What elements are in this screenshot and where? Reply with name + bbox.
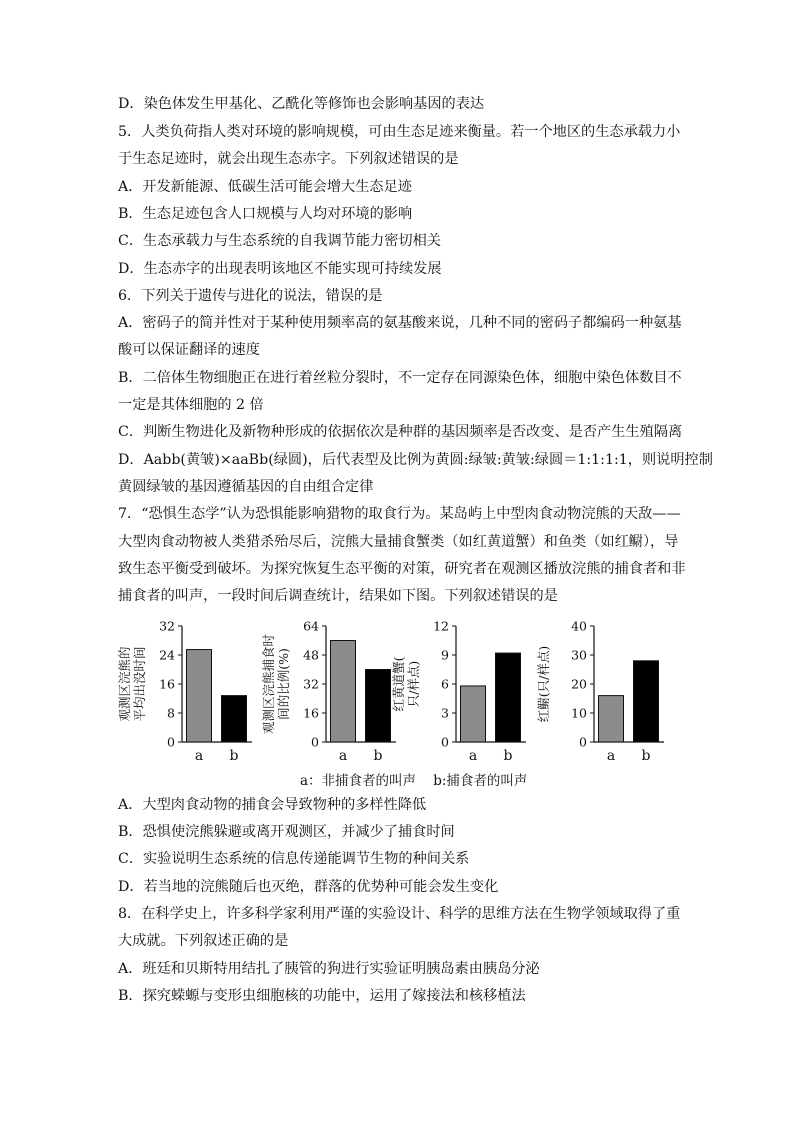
y-tick-label: 20 [571,676,587,692]
text-line: 一定是其体细胞的 2 倍 [118,397,264,413]
bar-chart-feeding-ratio [261,612,408,772]
text-line: C．实验说明生态系统的信息传递能调节生物的种间关系 [118,851,470,867]
text-line: D．Aabb(黄皱)×aaBb(绿圆)，后代表型及比例为黄圆:绿皱:黄皱:绿圆＝1:1:1:1，则说明控制 [118,452,713,468]
y-axis-label: 观测区浣熊捕食时 [261,633,276,735]
x-tick-label: a [606,748,616,764]
bar-chart-sighting-time [118,612,258,772]
x-tick-label: b [229,748,239,764]
y-tick-label: 48 [303,647,319,663]
bar-chart-crab-count [391,612,548,772]
x-tick-label: a [468,748,478,764]
bar-b [222,696,247,742]
text-line: A．开发新能源、低碳生活可能会增大生态足迹 [118,179,412,195]
text-line: 大型肉食动物被人类猎杀殆尽后，浣熊大量捕食蟹类（如红黄道蟹）和鱼类（如红鳚），导 [118,534,679,550]
y-axis-label: 间的比例(%) [276,648,291,720]
y-tick-label: 0 [167,734,175,750]
y-tick-label: 24 [159,647,175,663]
y-axis-label: 观测区浣熊的 [117,646,132,722]
bar-b [634,661,659,742]
text-line: 于生态足迹时，就会出现生态赤字。下列叙述错误的是 [118,151,459,167]
y-tick-label: 64 [303,618,319,634]
text-line: 5．人类负荷指人类对环境的影响规模，可由生态足迹来衡量。若一个地区的生态承载力小 [118,124,681,140]
text-line: D．若当地的浣熊随后也灭绝，群落的优势种可能会发生变化 [118,879,499,895]
text-line: 酸可以保证翻译的速度 [118,342,260,358]
text-line: B．二倍体生物细胞正在进行着丝粒分裂时，不一定存在同源染色体，细胞中染色体数目不 [118,370,682,386]
text-line: 8．在科学史上，许多科学家利用严谨的实验设计、科学的思维方法在生物学领域取得了重 [118,906,681,922]
text-line: 大成就。下列叙述正确的是 [118,933,289,949]
y-tick-label: 32 [303,676,319,692]
figure-bar-charts [118,612,678,792]
x-tick-label: b [641,748,651,764]
text-line: A．密码子的简并性对于某种使用频率高的氨基酸来说，几种不同的密码子都编码一种氨基 [118,315,682,331]
y-tick-label: 32 [159,618,175,634]
y-tick-label: 0 [441,734,449,750]
y-tick-label: 30 [571,647,587,663]
text-line: A．班廷和贝斯特用结扎了胰管的狗进行实验证明胰岛素由胰岛分泌 [118,961,540,977]
y-tick-label: 8 [167,705,175,721]
bar-b [496,653,521,742]
bar-a [461,686,486,742]
x-tick-label: b [503,748,513,764]
bar-a [599,696,624,742]
y-tick-label: 0 [311,734,319,750]
text-line: 6．下列关于遗传与进化的说法，错误的是 [118,288,383,304]
y-tick-label: 16 [159,676,175,692]
y-tick-label: 0 [579,734,587,750]
y-tick-label: 6 [441,676,449,692]
text-line: B．生态足迹包含人口规模与人均对环境的影响 [118,206,413,222]
x-tick-label: a [194,748,204,764]
text-line: D．生态赤字的出现表明该地区不能实现可持续发展 [118,261,442,277]
text-line: A．大型肉食动物的捕食会导致物种的多样性降低 [118,797,427,813]
text-line: 黄圆绿皱的基因遵循基因的自由组合定律 [118,479,374,495]
text-line: 7．“恐惧生态学”认为恐惧能影响猎物的取食行为。某岛屿上中型肉食动物浣熊的天敌—— [118,506,681,522]
y-axis-label: 红鳚(只/样点) [536,645,551,723]
y-axis-label: 红黄道蟹( [391,656,406,712]
text-line: C．判断生物进化及新物种形成的依据依次是种群的基因频率是否改变、是否产生生殖隔离 [118,424,683,440]
y-tick-label: 3 [441,705,449,721]
y-tick-label: 9 [441,647,449,663]
bar-a [187,650,212,742]
text-line: 致生态平衡受到破坏。为探究恢复生态平衡的对策，研究者在观测区播放浣熊的捕食者和非 [118,561,686,577]
y-tick-label: 40 [571,618,587,634]
text-line: B．恐惧使浣熊躲避或离开观测区，并减少了捕食时间 [118,824,455,840]
bar-a [331,641,356,743]
bar-chart-fish-count [538,612,678,772]
y-tick-label: 12 [433,618,449,634]
x-tick-label: b [373,748,383,764]
x-tick-label: a [338,748,348,764]
y-tick-label: 16 [303,705,319,721]
text-line: C．生态承载力与生态系统的自我调节能力密切相关 [118,233,441,249]
chart-caption: a：非捕食者的叫声 b:捕食者的叫声 [300,773,528,789]
bar-b [366,670,391,743]
text-line: 捕食者的叫声，一段时间后调查统计，结果如下图。下列叙述错误的是 [118,588,558,604]
y-axis-label: 只/样点) [406,660,421,708]
y-axis-label: 平均出没时间 [132,646,147,722]
y-tick-label: 10 [571,705,587,721]
text-line: D．染色体发生甲基化、乙酰化等修饰也会影响基因的表达 [118,96,485,112]
text-line: B．探究蝾螈与变形虫细胞核的功能中，运用了嫁接法和核移植法 [118,988,526,1004]
